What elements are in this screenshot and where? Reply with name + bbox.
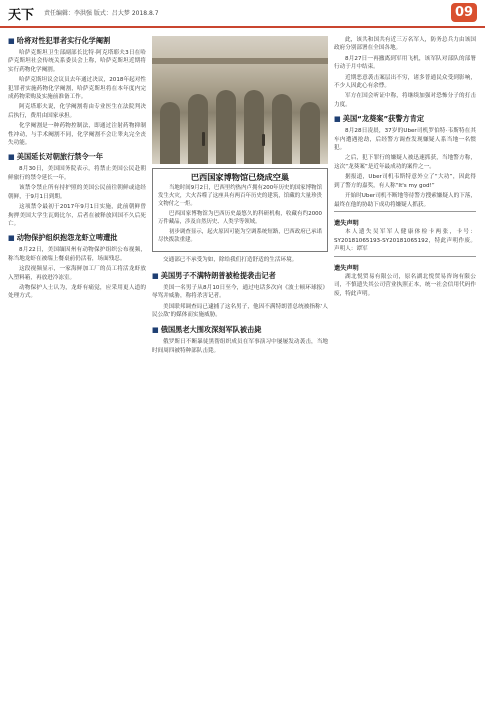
square-bullet-icon: ■ xyxy=(8,233,15,243)
article-paragraph: 8月30日，美国国务院表示，将禁止美国公民赴朝鲜旅行的禁令延长一年。 xyxy=(8,166,146,181)
right-column xyxy=(334,36,476,300)
notice-text: 湖北悦贸易有限公司，原名湖北悦贸易咨询有限公司，不慎遗失其公司营业执照正本，统一社会信用代码作废，特此声明。 xyxy=(334,273,476,297)
article-paragraph: 美国联邦调查局已逮捕了这名男子，他因不满特朗普总统被指称‘人民公敌’的媒体而实施威胁。 xyxy=(152,303,328,319)
museum-fire-photo xyxy=(152,36,328,164)
article-paragraph: 交通部已不承受为如，除给我们打造舒适的生活环境。 xyxy=(163,257,298,264)
article-paragraph: 美国一名男子从8月10日至今，通过电话多次向《波士顿环球报》辱骂并威胁，称将杀害记者。 xyxy=(152,284,328,300)
section-name: 天下 xyxy=(8,8,35,23)
caption-title: 巴西国家博物馆已烧成空巢 xyxy=(190,172,290,182)
article-paragraph: 8月27日一再撤离到军用飞机，该军队对部队的部署行动于月中结束。 xyxy=(334,55,476,71)
article-paragraph: 此，该共和国共有近三万名军人，防务总兵力由该国政府分别部署在全国各地。 xyxy=(334,37,476,52)
article-paragraph: 这段视频显示，一家海鲜加工厂的员工将活龙虾放入塑料箱，再放进冷冻室。 xyxy=(8,266,146,281)
article-paragraph: 化学阉割是一种药物控制法，即通过注射药物抑制性冲动，与手术阉割不同，化学阉割不会让睾丸完全丧失功能。 xyxy=(8,123,146,147)
lost-notice-1 xyxy=(334,211,476,254)
article-paragraph: 俄罗斯日不断暴徒黑帮组织成员在军事演习中屡屡发动袭击，当地时间周四被特种部队击毙。 xyxy=(152,339,328,354)
page-number-badge: 09 xyxy=(451,3,477,22)
article-paragraph: 阿克塔耶夫说，化学阉割将由专业医生在法院判决后执行，费用由国家承担。 xyxy=(8,104,146,119)
article-paragraph: 哈萨克斯坦卫生部副部长比特·阿克塔耶夫3日在哈萨克斯坦社会传统关系委员会上称，哈萨克斯坦近期将实行药物化学阉割。 xyxy=(8,50,146,73)
article-headline: ■ 美国“龙葵案”获警方肯定 xyxy=(334,114,425,124)
lost-notice-2 xyxy=(334,256,476,299)
caption-paragraph: 当地时间9月2日，巴西里约热内卢拥有200年历史的国家博物馆发生火灾，大火吞噬了这座具有两百年历史的建筑，馆藏的大量珍贵文物付之一炬。 xyxy=(158,185,322,208)
photo-caption-box xyxy=(152,168,328,252)
article-paragraph: 这项禁令最初于2017年9月1日实施，此前朝鲜曾拘押美国大学生瓦姆比尔，后者在被释放回国不久后死亡。 xyxy=(8,204,146,227)
article-paragraph: 军方在国会听证中称，将继续加强对恐怖分子的打击力度。 xyxy=(334,93,476,108)
middle-column xyxy=(152,36,328,357)
caption-paragraph: 巴西国家博物馆为巴西历史最悠久的科研机构，收藏有约2000万件藏品，涉及自然历史、人类学等领域。 xyxy=(158,211,322,226)
article-paragraph: 动物保护人士认为，龙虾有痛觉，应采用更人道的处理方式。 xyxy=(8,284,146,300)
article-paragraph: 近期恶意袭击案层出不穷，诸多普通民众受到影响，不少人因此心有余悸。 xyxy=(334,74,476,90)
square-bullet-icon: ■ xyxy=(8,152,15,162)
article-paragraph: 开始时Uber司机不断地等待警方搜索嫌疑人的下落，最终在他的协助下成功将嫌疑人抓获。 xyxy=(334,193,476,208)
article-paragraph: 8月28日凌晨，37岁的Uber司机罗伯特·韦斯特在其车内遭遇抢劫，后经警方调查发现嫌疑人系当地一名惯犯。 xyxy=(334,128,476,152)
article-headline: ■ 美国男子不满特朗普被枪提袭击记者 xyxy=(152,270,276,280)
editorial-meta: 责任编辑：李洪强 版式：吕大梦 2018.8.7 xyxy=(44,10,159,17)
article-paragraph: 8月22日，美国缅因州有动物保护组织公布视频，称当地龙虾在被端上餐桌前仍活着，场面残忍。 xyxy=(8,247,146,262)
article-headline: ■ 俄国黑老大围攻深刻军队被击毙 xyxy=(152,325,262,335)
article-paragraph: 据报道，Uber司机韦斯特意外立了“大功”，因此得到了警方的嘉奖，有人称“It's my god!” xyxy=(334,174,476,189)
notice-title: 遗失声明 xyxy=(334,219,359,227)
caption-paragraph: 初步调查显示，起火原因可能为空调系统短路，巴西政府已承诺尽快拨款重建。 xyxy=(158,229,322,244)
square-bullet-icon: ■ xyxy=(334,114,341,124)
left-column xyxy=(8,36,146,303)
square-bullet-icon: ■ xyxy=(152,270,159,280)
article-headline: ■ 美国延长对朝旅行禁令一年 xyxy=(8,152,104,162)
square-bullet-icon: ■ xyxy=(8,36,15,45)
square-bullet-icon: ■ xyxy=(152,325,159,335)
article-headline: ■ 动物保护组织抱怨龙虾立啤遭批 xyxy=(8,233,118,243)
article-headline: ■ 哈将对性犯罪者实行化学阉割 xyxy=(8,36,111,45)
article-paragraph: 该禁令禁止所有持护照的美国公民前往朝鲜或途经朝鲜，于9月1日到期。 xyxy=(8,185,146,200)
page-header xyxy=(0,0,485,28)
article-paragraph: 哈萨克斯坦议会议员去年通过决议，2018年起对性犯罪者实施药物化学阉割，哈萨克斯坦将在本年度内完成药物采购及实施前准备工作。 xyxy=(8,77,146,101)
notice-title: 遗失声明 xyxy=(334,264,359,272)
notice-text: 本人遗失吴军军人健康体检卡两张，卡号：SY20181065193-SY20181065192，特此声明作废。声明人：谭军 xyxy=(334,229,476,253)
article-paragraph: 之后，犯下罪行的嫌疑人被迅速抓获，当地警方称，这次“龙葵案”是近年最成功的案件之一。 xyxy=(334,155,476,170)
